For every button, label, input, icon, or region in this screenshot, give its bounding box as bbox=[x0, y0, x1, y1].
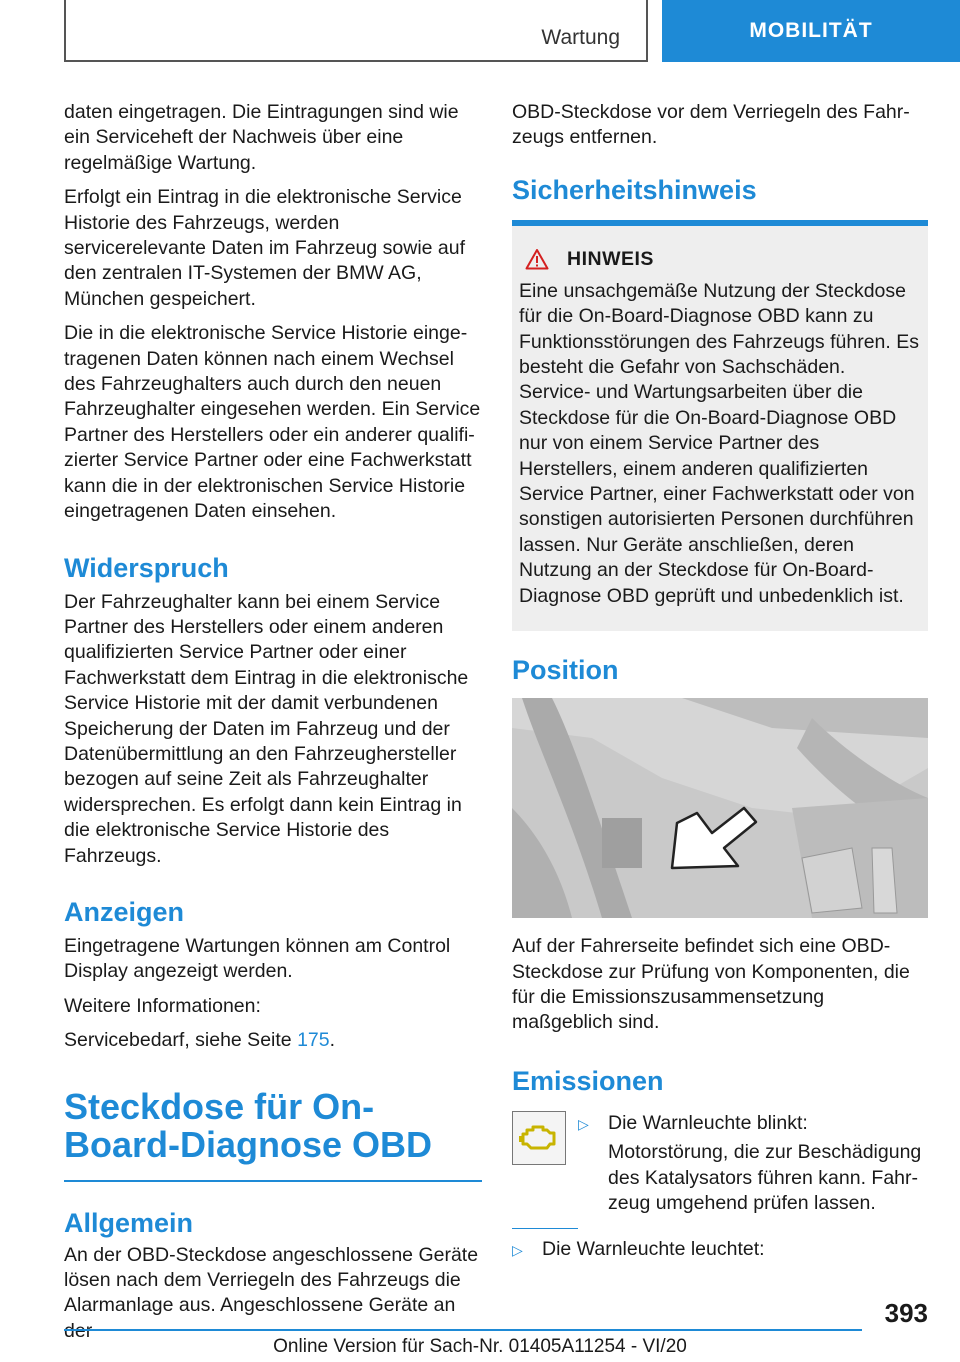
notice-text: Eine unsachgemäße Nutzung der Steckdose für die On-Board-Diagnose OBD kann zu Funktionsstörungen des Fahrzeugs führen. Es besteht die Gefahr von Sachschäden. Service- und Wartungsarbeiten über die Steckdose für die On-Board-Diagnose OBD nur von einem Service Partner des Herstellers, einem anderen qualifizierten Service Partner, einer Fachwerkstatt oder von sonstigen autorisierten Personen durchführen lassen. Nur Geräte anschließen, deren Nutzung an der Steckdose für On-Board-Diagnose OBD geprüft und unbedenklich ist. bbox=[519, 279, 919, 607]
triangle-bullet-icon: ▷ bbox=[578, 1115, 589, 1132]
heading-allgemein: Allgemein bbox=[64, 1207, 194, 1238]
page-number: 393 bbox=[884, 1298, 928, 1328]
paragraph: Eingetragene Wartungen können am Control Display angezeigt werden. bbox=[64, 934, 451, 983]
bullet-separator bbox=[512, 1228, 578, 1229]
right-column bbox=[512, 100, 928, 1263]
paragraph: OBD-Steckdose vor dem Verriegeln des Fahrzeugs entfernen. bbox=[512, 101, 910, 149]
bullet-text: Motorstörung, die zur Beschädigung des Katalysators führen kann. Fahrzeug umgehend prüfen lassen. bbox=[608, 1141, 922, 1214]
heading-emissionen: Emissionen bbox=[512, 1065, 664, 1096]
bullet-title: Die Warnleuchte leuchtet: bbox=[542, 1238, 765, 1261]
obd-position-photo bbox=[512, 698, 928, 918]
chapter-heading: Steckdose für On-Board-Diagnose OBD bbox=[64, 1085, 433, 1165]
paragraph: Auf der Fahrerseite befindet sich eine OBD-Steckdose zur Prüfung von Komponenten, die für die Emissionszusammensetzung maßgeblich sind. bbox=[512, 935, 910, 1034]
paragraph-reference bbox=[64, 1028, 482, 1053]
list-item bbox=[512, 1237, 928, 1262]
list-item bbox=[578, 1111, 928, 1140]
chapter-tab[interactable] bbox=[662, 0, 960, 62]
bullet-title: Die Warnleuchte blinkt: bbox=[608, 1111, 808, 1134]
warning-lamp-box bbox=[512, 1111, 566, 1165]
heading-widerspruch: Widerspruch bbox=[64, 552, 229, 583]
notice-header bbox=[519, 248, 922, 271]
page-link[interactable]: 175 bbox=[297, 1029, 330, 1052]
paragraph: Der Fahrzeughalter kann bei einem Service Partner des Herstellers oder einem anderen qualifizierten Service Partner oder einer Fachwerkstatt dem Eintrag in die elektronische Service Historie mit der damit verbundenen Speicherung der Daten im Fahrzeug und der Datenübermittlung an den Fahrzeughersteller bezogen auf seine Zeit als Fahrzeughalter widersprechen. Es erfolgt dann kein Eintrag in die elektronische Service Historie des Fahrzeugs. bbox=[64, 590, 469, 867]
left-column bbox=[64, 100, 482, 1353]
check-engine-icon bbox=[519, 1124, 559, 1152]
heading-rule bbox=[64, 1180, 482, 1182]
notice-box bbox=[512, 226, 928, 631]
reference-suffix: . bbox=[329, 1029, 336, 1052]
paragraph: Weitere Informationen: bbox=[64, 994, 261, 1017]
reference-text: Servicebedarf, siehe Seite bbox=[64, 1029, 298, 1052]
footer-rule bbox=[64, 1329, 862, 1331]
heading-sicherheitshinweis: Sicherheitshinweis bbox=[512, 174, 757, 205]
heading-anzeigen: Anzeigen bbox=[64, 896, 185, 927]
paragraph: An der OBD-Steckdose angeschlossene Geräte lösen nach dem Verriegeln des Fahrzeugs die Alarmanlage aus. Angeschlossene Geräte an bbox=[64, 1243, 479, 1317]
emission-entry bbox=[512, 1111, 928, 1217]
paragraph: Erfolgt ein Eintrag in die elektronische Service Historie des Fahrzeugs, werden servicerelevante Daten im Fahrzeug sowie auf den zentralen IT-Systemen der BMW AG, München gespeichert. bbox=[64, 186, 466, 310]
paragraph: daten eingetragen. Die Eintragungen sind wie ein Serviceheft der Nachweis über eine regelmäßige Wartung. bbox=[64, 101, 459, 174]
triangle-bullet-icon: ▷ bbox=[512, 1242, 523, 1259]
paragraph: Die in die elektronische Service Historie eingetragenen Daten können nach einem Wechsel des Fahrzeughalters auch durch den neuen Fahrzeughalter eingesehen werden. Ein Service Partner des Herstellers oder ein anderer qualifizierter Service Partner oder eine Fachwerkstatt kann die in der elektronischen Service Historie eingetragenen Daten einsehen. bbox=[64, 322, 481, 523]
warning-triangle-icon bbox=[525, 248, 549, 270]
chapter-title: MOBILITÄT bbox=[749, 19, 873, 42]
heading-position: Position bbox=[512, 655, 619, 686]
notice-title: HINWEIS bbox=[567, 247, 654, 270]
bullet-list bbox=[578, 1111, 928, 1217]
header-section-tab bbox=[64, 0, 648, 62]
footer-text: Online Version für Sach-Nr. 01405A11254 - VI/20 bbox=[273, 1336, 687, 1357]
section-title: Wartung bbox=[541, 26, 620, 49]
